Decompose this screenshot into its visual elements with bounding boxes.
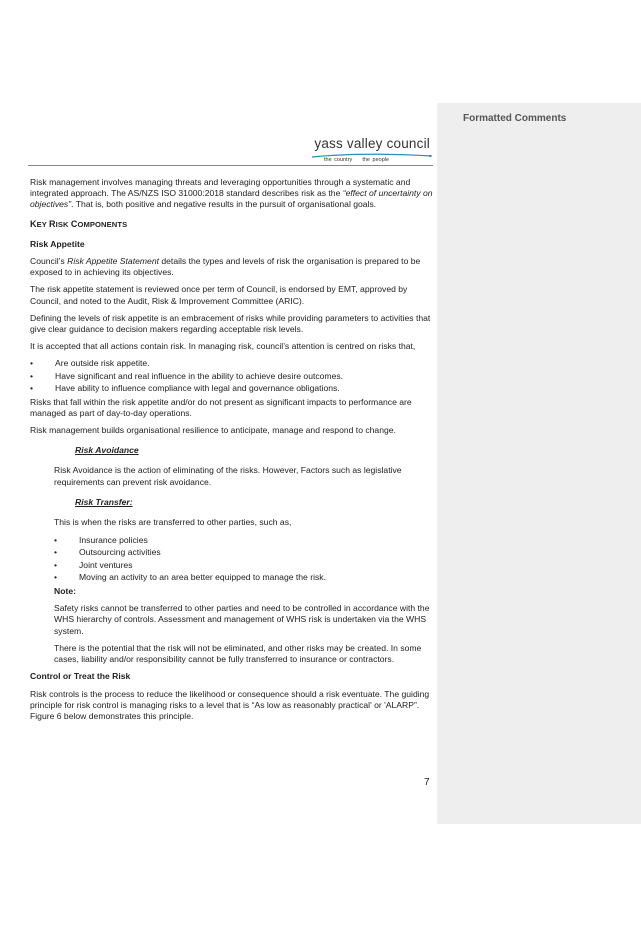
logo-tag-people: the people bbox=[362, 157, 390, 163]
appetite-bullet-list bbox=[30, 358, 433, 394]
risk-appetite-heading: Risk Appetite bbox=[30, 238, 85, 249]
list-item: • Insurance policies bbox=[54, 535, 148, 546]
risk-transfer-title: Risk Transfer: bbox=[75, 496, 133, 507]
key-components-heading: KEY RISK COMPONENTS bbox=[30, 218, 128, 229]
intro-paragraph: Risk management involves managing threats and leveraging opportunities through a systematic and integrated approach. The AS/NZS ISO 31000:2018 standard describes risk as the “effect of uncertainty on objectives”. That is, both positive and negative results in the pursuit of organisational goals. bbox=[30, 177, 433, 210]
risk-appetite-p6: Risk management builds organisational resilience to anticipate, manage and respond to change. bbox=[30, 425, 396, 436]
note-paragraph-2: There is the potential that the risk will not be eliminated, and other risks may be created. In some cases, liability and/or responsibility cannot be fully transferred to insurance or contractors. bbox=[54, 642, 422, 665]
bullet-icon: • bbox=[54, 535, 58, 546]
risk-appetite-p4: It is accepted that all actions contain risk. In managing risk, council’s attention is centred on risks that, bbox=[30, 341, 416, 352]
bullet-icon: • bbox=[54, 571, 58, 582]
logo-tag-country: the country bbox=[324, 157, 353, 163]
list-item: • Have significant and real influence in the ability to achieve desire outcomes. bbox=[30, 370, 344, 381]
note-label: Note: bbox=[54, 586, 76, 597]
risk-avoidance-title: Risk Avoidance bbox=[75, 445, 139, 456]
header-divider bbox=[28, 165, 433, 166]
transfer-bullet-list bbox=[54, 535, 433, 583]
risk-appetite-p3: Defining the levels of risk appetite is an embracement of risks while providing parameters to activities that give clear guidance to decision makers regarding acceptable risk levels. bbox=[30, 312, 431, 335]
risk-appetite-p1: Council’s Risk Appetite Statement details the types and levels of risk the organisation is prepared to be exposed to in achieving its objectives. bbox=[30, 256, 421, 278]
bullet-icon: • bbox=[30, 358, 34, 369]
risk-transfer-intro: This is when the risks are transferred to other parties, such as, bbox=[54, 517, 292, 528]
bullet-icon: • bbox=[30, 382, 34, 393]
comment-pane bbox=[437, 103, 641, 824]
risk-appetite-p5: Risks that fall within the risk appetite and/or do not present as significant impacts to performance are managed as part of day-to-day operations. bbox=[30, 397, 412, 419]
control-heading: Control or Treat the Risk bbox=[30, 671, 131, 682]
council-logo bbox=[310, 136, 434, 168]
note-paragraph-1: Safety risks cannot be transferred to other parties and need to be controlled in accordance with the WHS hierarchy of controls. Assessment and management of WHS risk is undertaken via the WHS system. bbox=[54, 603, 430, 636]
bullet-icon: • bbox=[54, 547, 58, 558]
page-number: 7 bbox=[424, 777, 430, 788]
list-item: • Joint ventures bbox=[54, 559, 133, 570]
risk-appetite-p2: The risk appetite statement is reviewed once per term of Council, is endorsed by EMT, approved by Council, and noted to the Audit, Risk & Improvement Committee (ARIC). bbox=[30, 284, 408, 306]
list-item: • Outsourcing activities bbox=[54, 547, 161, 558]
bullet-icon: • bbox=[30, 370, 34, 381]
control-paragraph: Risk controls is the process to reduce the likelihood or consequence should a risk eventuate. The guiding principle for risk control is managing risks to a level that is “As low as reasonably practical' or 'ALARP”. Figure 6 below demonstrates this principle. bbox=[30, 688, 430, 721]
list-item: • Are outside risk appetite. bbox=[30, 358, 150, 369]
list-item: • Have ability to influence compliance with legal and governance obligations. bbox=[30, 382, 340, 393]
bullet-icon: • bbox=[54, 559, 58, 570]
logo-tagline bbox=[324, 157, 389, 163]
document-body bbox=[30, 177, 433, 728]
risk-avoidance-text: Risk Avoidance is the action of eliminating of the risks. However, Factors such as legislative requirements can prevent risk avoidance. bbox=[54, 465, 402, 487]
risk-appetite-statement-title: Risk Appetite Statement bbox=[67, 256, 159, 267]
intro-emphasis: “effect of uncertainty on objectives” bbox=[30, 188, 433, 210]
comment-pane-label: Formatted Comments bbox=[463, 113, 567, 124]
logo-wordmark: yass valley council bbox=[314, 136, 430, 151]
list-item: • Moving an activity to an area better equipped to manage the risk. bbox=[54, 571, 326, 582]
